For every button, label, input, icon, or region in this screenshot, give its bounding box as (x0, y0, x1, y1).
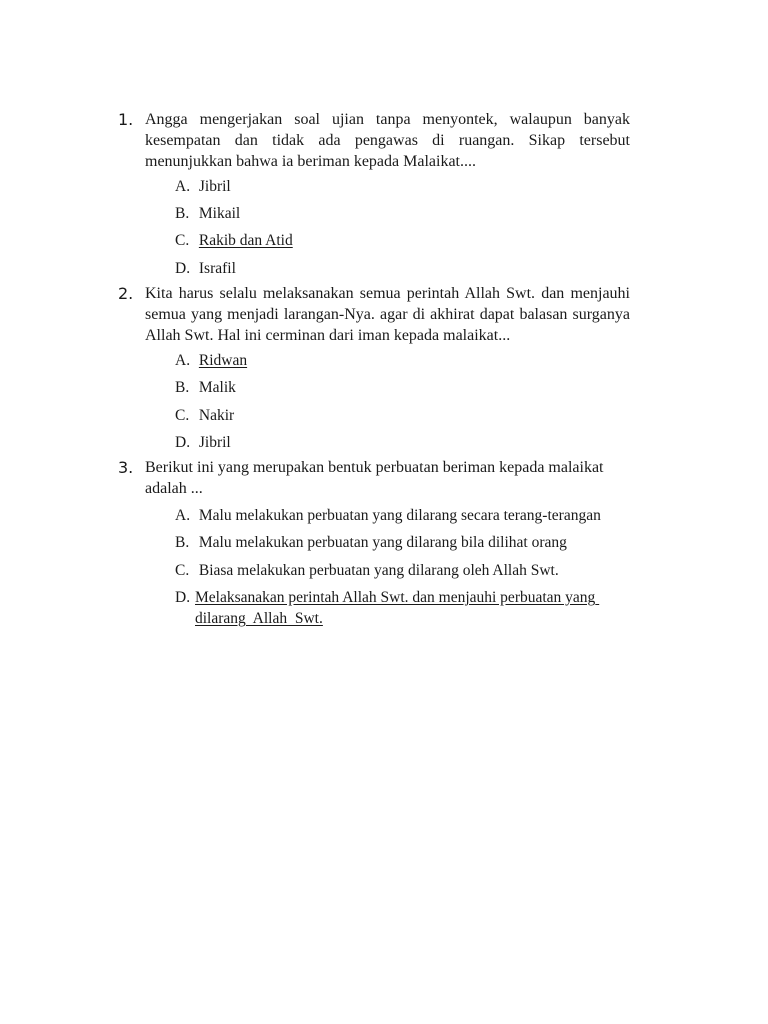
option-letter: D. (175, 260, 191, 277)
question-number: 2. (118, 284, 134, 303)
question-text: Berikut ini yang merupakan bentuk perbuatan beriman kepada malaikat adalah ... (145, 459, 604, 497)
option-1a (175, 176, 645, 197)
option-text-answer: Ridwan (198, 352, 248, 369)
question-text: Kita harus selalu melaksanakan semua perintah Allah Swt. dan menjauhi semua yang menjadi larangan-Nya. agar di akhirat dapat balasan surganya Allah Swt. Hal ini cerminan dari iman kepada malaikat... (145, 285, 630, 344)
option-letter: C. (175, 562, 190, 579)
option-letter: C. (175, 232, 190, 249)
option-2b (175, 377, 645, 398)
question-2 (118, 283, 630, 346)
option-text: Israfil (198, 260, 236, 277)
option-letter: B. (175, 534, 190, 551)
option-2a (175, 350, 645, 371)
option-text: Jibril (198, 178, 231, 195)
option-letter: A. (175, 507, 191, 524)
option-letter: C. (175, 407, 190, 424)
question-1 (118, 109, 630, 172)
question-number: 3. (118, 458, 134, 477)
option-3b (175, 532, 645, 553)
option-1b (175, 203, 645, 224)
option-text-answer: Melaksanakan perintah Allah Swt. dan menjauhi perbuatan yang dilarang Allah Swt. (195, 589, 600, 627)
question-3 (118, 457, 630, 499)
option-text: Malik (198, 379, 236, 396)
option-text: Mikail (198, 205, 241, 222)
option-1d (175, 258, 645, 279)
option-text: Nakir (198, 407, 235, 424)
option-letter: A. (175, 352, 191, 369)
option-1c (175, 230, 645, 251)
option-letter: A. (175, 178, 191, 195)
option-text: Malu melakukan perbuatan yang dilarang secara terang-terangan (198, 507, 601, 524)
option-text-answer: Rakib dan Atid (198, 232, 293, 249)
option-2c (175, 405, 645, 426)
option-2d (175, 432, 645, 453)
option-3a (175, 505, 645, 526)
option-text: Biasa melakukan perbuatan yang dilarang oleh Allah Swt. (198, 562, 559, 579)
question-number: 1. (118, 110, 134, 129)
option-letter: D. (175, 589, 191, 606)
option-letter: B. (175, 379, 190, 396)
option-text: Jibril (198, 434, 231, 451)
option-letter: B. (175, 205, 190, 222)
option-letter: D. (175, 434, 191, 451)
option-text: Malu melakukan perbuatan yang dilarang bila dilihat orang (198, 534, 567, 551)
option-3d (175, 587, 635, 629)
option-3c (175, 560, 645, 581)
question-text: Angga mengerjakan soal ujian tanpa menyontek, walaupun banyak kesempatan dan tidak ada pengawas di ruangan. Sikap tersebut menunjukkan bahwa ia beriman kepada Malaikat.... (145, 111, 630, 170)
